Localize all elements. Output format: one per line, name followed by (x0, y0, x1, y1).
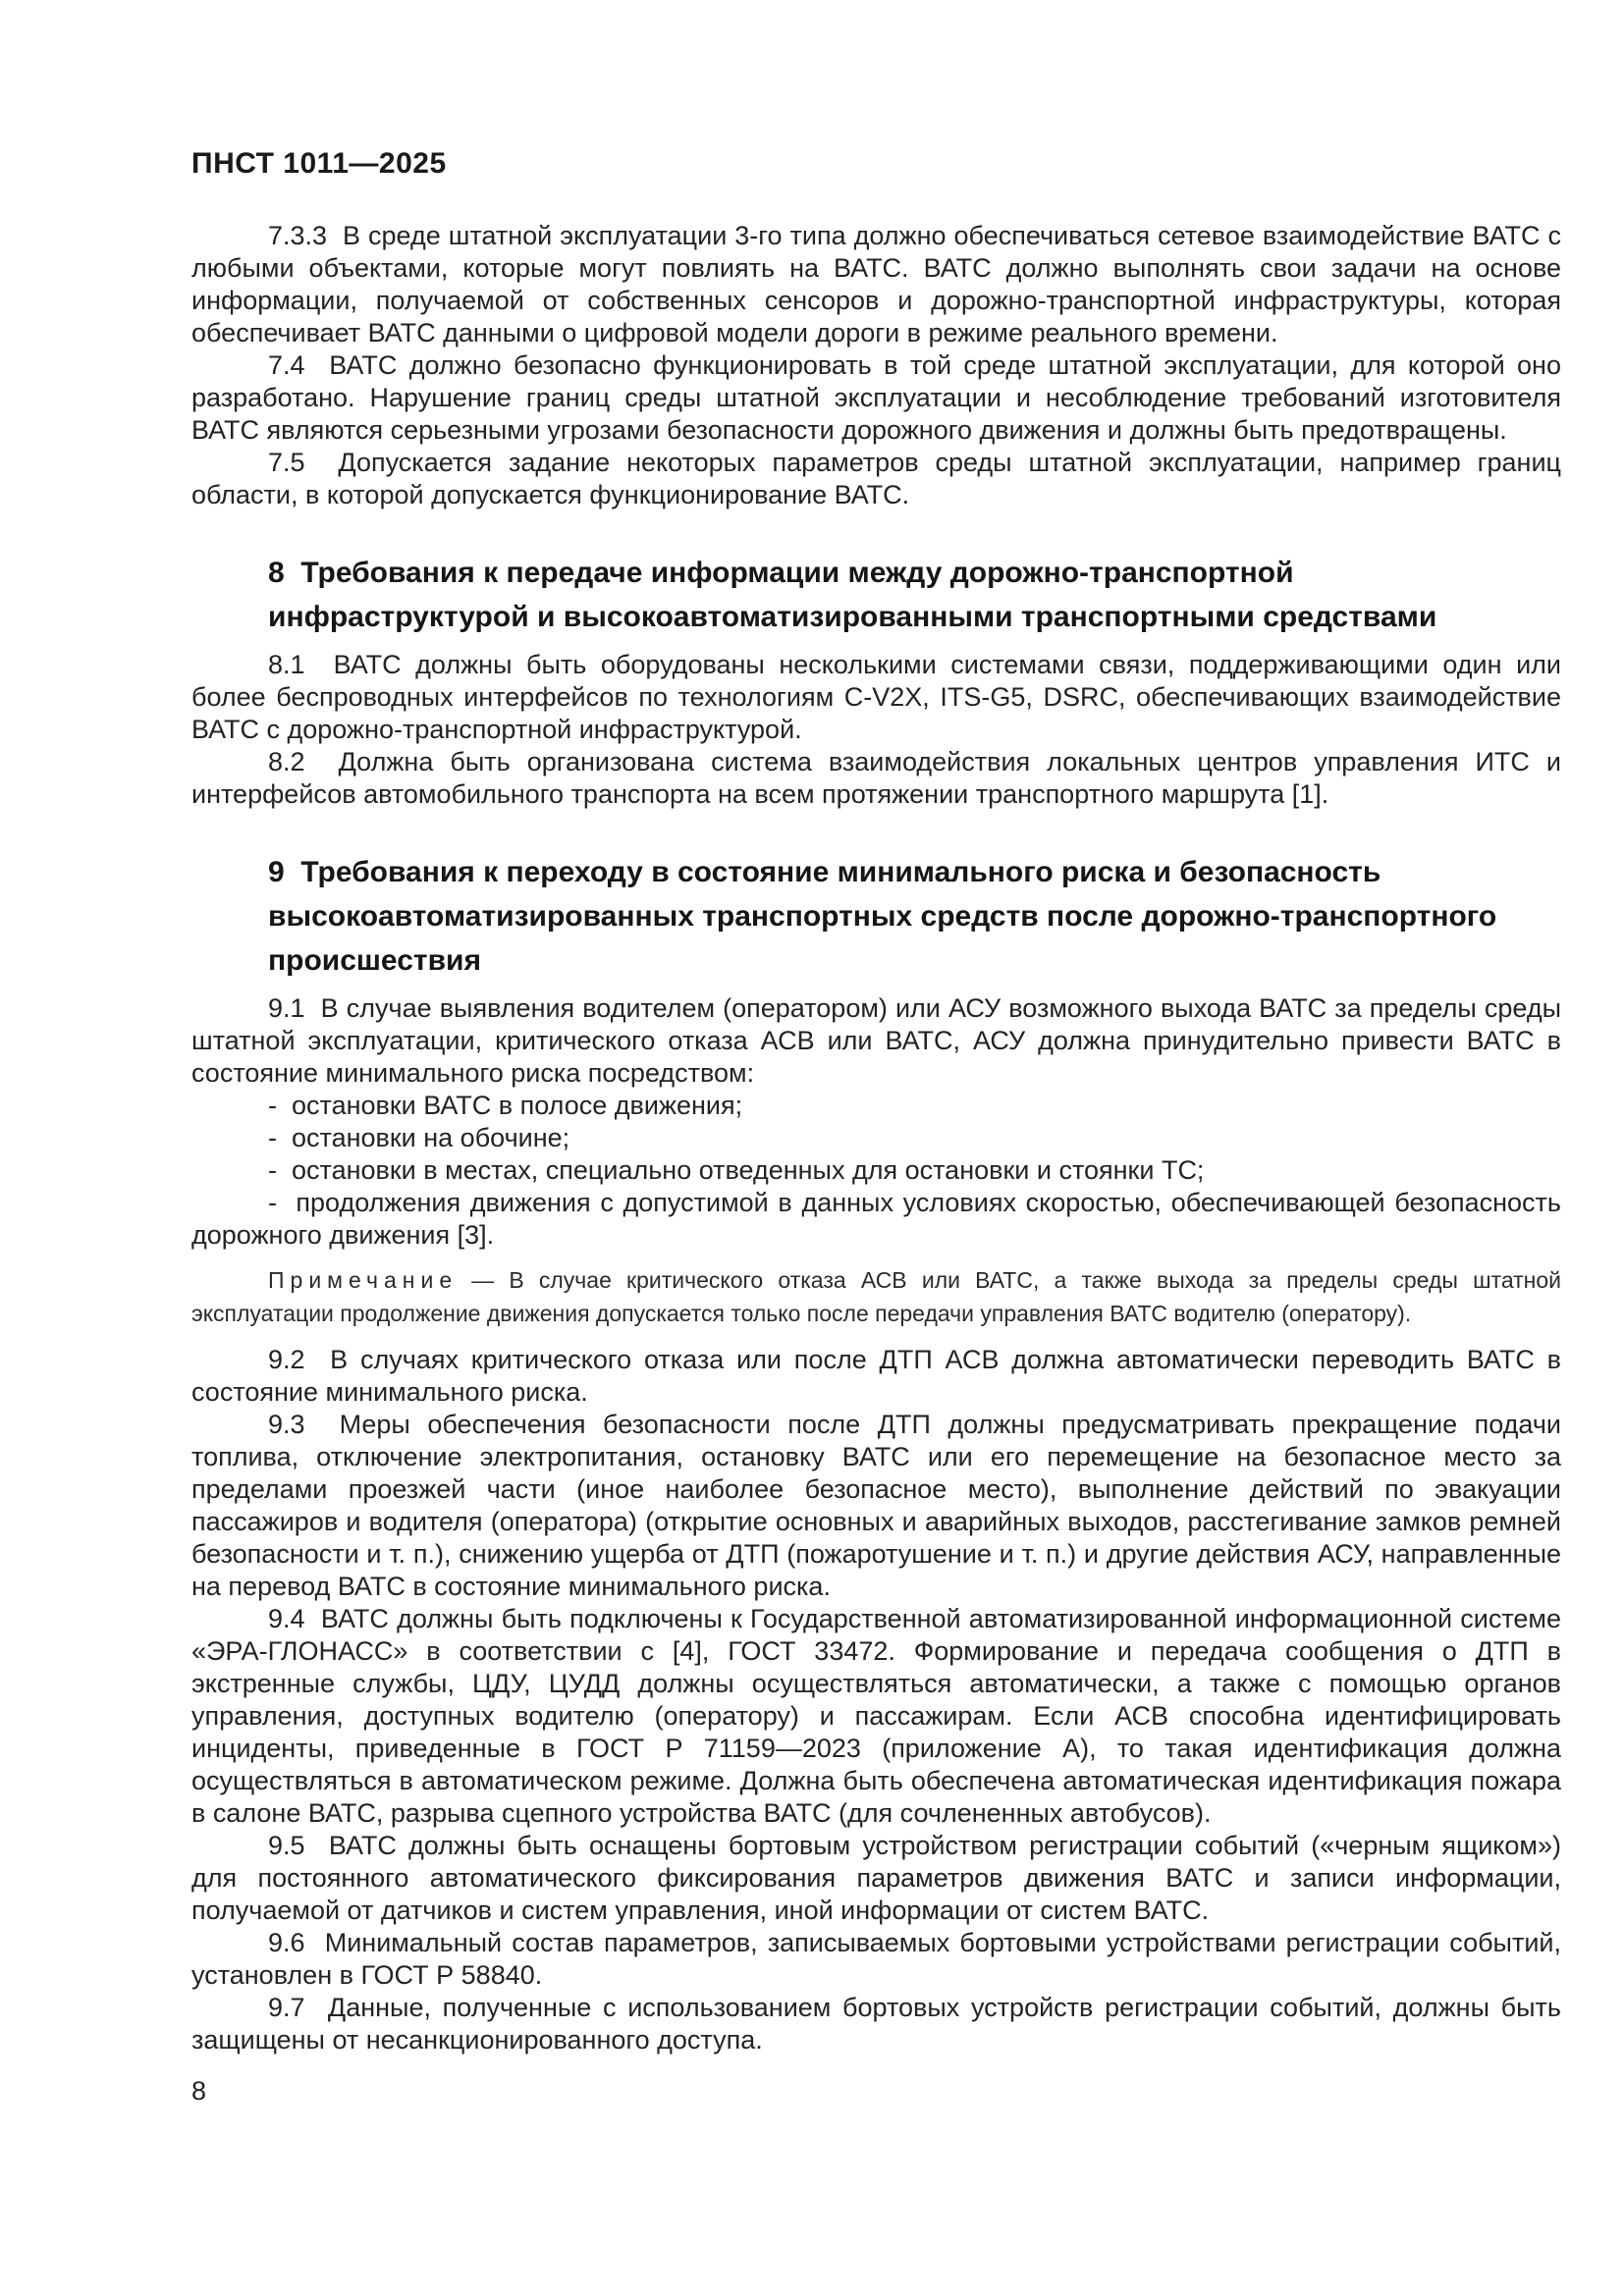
clause-9-1: 9.1 В случае выявления водителем (оператором) или АСУ возможного выхода ВАТС за пределы среды штатной эксплуатации, критического отказа АСВ или ВАТС, АСУ должна принудительно привести ВАТС в состояние минимального риска посредством: (191, 993, 1561, 1088)
clause-7-4: 7.4 ВАТС должно безопасно функционировать в той среде штатной эксплуатации, для которой оно разработано. Нарушение границ среды штатной эксплуатации и несоблюдение требований изготовителя ВАТС являются серьезными угрозами безопасности дорожного движения и должны быть предотвращены. (191, 350, 1561, 445)
clause-7-3-3: 7.3.3 В среде штатной эксплуатации 3-го типа должно обеспечиваться сетевое взаимодействие ВАТС с любыми объектами, которые могут повлиять на ВАТС. ВАТС должно выполнять свои задачи на основе информации, получаемой от собственных сенсоров и дорожно-транспортной инфраструктуры, которая обеспечивает ВАТС данными о цифровой модели дороги в режиме реального времени. (191, 221, 1561, 347)
section-9-heading: 9 Требования к переходу в состояние минимального риска и безопасность высокоавтоматизированных транспортных средств после дорожно-транспортного происшествия (268, 856, 1497, 977)
running-header: ПНСТ 1011—2025 (191, 147, 447, 180)
list-item-continue-at-safe-speed: - продолжения движения с допустимой в данных условиях скоростью, обеспечивающей безопасность дорожного движения [3]. (191, 1188, 1561, 1250)
clause-9-4: 9.4 ВАТС должны быть подключены к Государственной автоматизированной информационной системе «ЭРА-ГЛОНАСС» в соответствии с [4], ГОСТ 33472. Формирование и передача сообщения о ДТП в экстренные службы, ЦДУ, ЦУДД должны осуществляться автоматически, а также с помощью органов управления, доступных водителю (оператору) и пассажирам. Если АСВ способна идентифицировать инциденты, приведенные в ГОСТ Р 71159—2023 (приложение А), то такая идентификация должна осуществляться в автоматическом режиме. Должна быть обеспечена автоматическая идентификация пожара в салоне ВАТС, разрыва сцепного устройства ВАТС (для сочлененных автобусов). (191, 1604, 1561, 1828)
note-text: — В случае критического отказа АСВ или ВАТС, а также выхода за пределы среды штатной эксплуатации продолжение движения допускается только после передачи управления ВАТС водителю (оператору). (191, 1267, 1561, 1326)
clause-9-6: 9.6 Минимальный состав параметров, записываемых бортовыми устройствами регистрации событий, установлен в ГОСТ Р 58840. (191, 1928, 1561, 1990)
clause-9-5: 9.5 ВАТС должны быть оснащены бортовым устройством регистрации событий («черным ящиком») для постоянного автоматического фиксирования параметров движения ВАТС и записи информации, получаемой от датчиков и систем управления, иной информации от систем ВАТС. (191, 1831, 1561, 1925)
clause-7-5: 7.5 Допускается задание некоторых параметров среды штатной эксплуатации, например границ области, в которой допускается функционирование ВАТС. (191, 448, 1561, 509)
document-content (191, 220, 1561, 2056)
note (191, 1263, 1561, 1330)
clause-8-1: 8.1 ВАТС должны быть оборудованы несколькими системами связи, поддерживающими один или более беспроводных интерфейсов по технологиям C-V2X, ITS-G5, DSRC, обеспечивающих взаимодействие ВАТС с дорожно-транспортной инфраструктурой. (191, 650, 1561, 744)
list-item-stop-on-shoulder: - остановки на обочине; (268, 1123, 570, 1152)
note-label: Примечание (268, 1267, 459, 1293)
clause-9-7: 9.7 Данные, полученные с использованием бортовых устройств регистрации событий, должны быть защищены от несанкционированного доступа. (191, 1993, 1561, 2055)
clause-9-3: 9.3 Меры обеспечения безопасности после ДТП должны предусматривать прекращение подачи топлива, отключение электропитания, остановку ВАТС или его перемещение на безопасное место за пределами проезжей части (иное наиболее безопасное место), выполнение действий по эвакуации пассажиров и водителя (оператора) (открытие основных и аварийных выходов, расстегивание замков ремней безопасности и т. п.), снижению ущерба от ДТП (пожаротушение и т. п.) и другие действия АСУ, направленные на перевод ВАТС в состояние минимального риска. (191, 1410, 1561, 1601)
section-8-heading: 8 Требования к передаче информации между дорожно-транспортной инфраструктурой и высокоавтоматизированными транспортными средствами (268, 557, 1437, 633)
clause-8-2: 8.2 Должна быть организована система взаимодействия локальных центров управления ИТС и интерфейсов автомобильного транспорта на всем протяжении транспортного маршрута [1]. (191, 747, 1561, 809)
page-number: 8 (191, 2076, 207, 2106)
list-item-stop-designated-places: - остановки в местах, специально отведенных для остановки и стоянки ТС; (268, 1155, 1205, 1185)
list-item-stop-in-lane: - остановки ВАТС в полосе движения; (268, 1091, 743, 1120)
clause-9-2: 9.2 В случаях критического отказа или после ДТП АСВ должна автоматически переводить ВАТС в состояние минимального риска. (191, 1345, 1561, 1407)
